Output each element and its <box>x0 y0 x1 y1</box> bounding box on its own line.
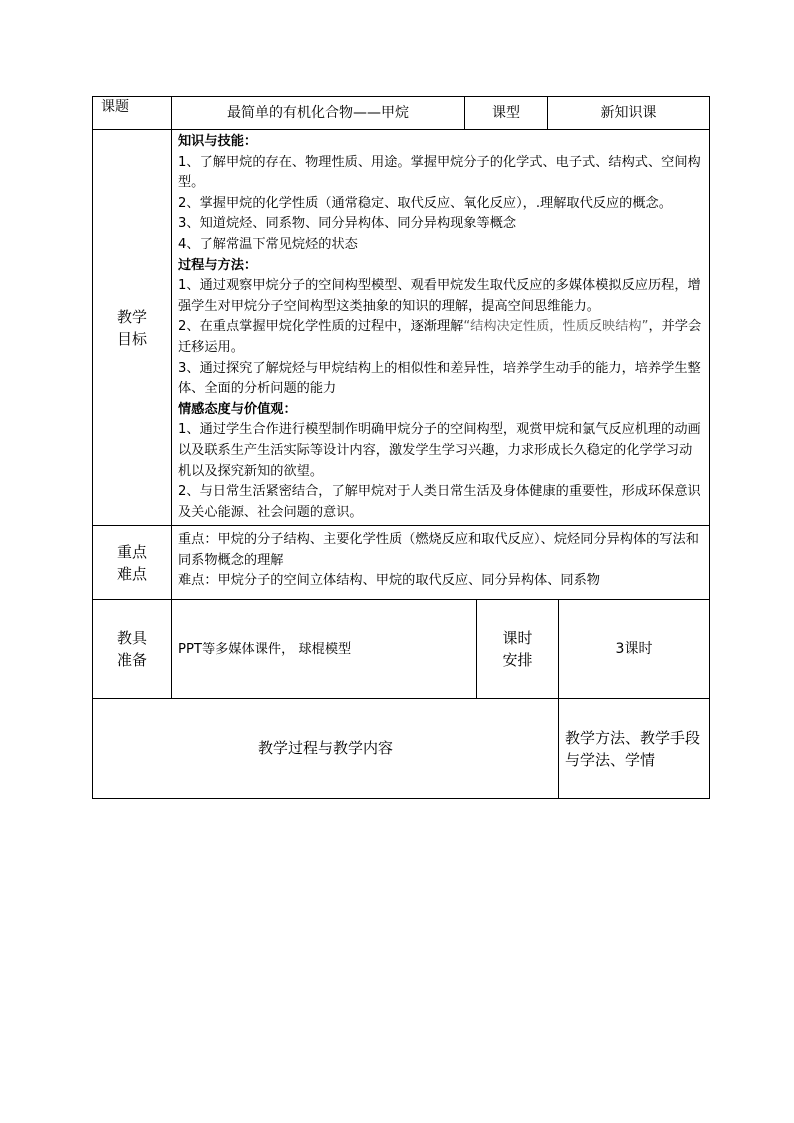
time-label-line2: 安排 <box>502 651 533 669</box>
method-title-cell: 教学方法、教学手段与学法、学情 <box>559 699 710 799</box>
attitude-item: 1、通过学生合作进行模型制作明确甲烷分子的空间构型，观赏甲烷和氯气反应机理的动画以及联系生产生活实际等设计内容，激发学生学习兴趣，力求形成长久稳定的化学学习动机以及探究新知的欲望。 <box>178 422 701 479</box>
process-item2-quote: “结构决定性质，性质反映结构” <box>463 319 649 335</box>
knowledge-item: 1、了解甲烷的存在、物理性质、用途。掌握甲烷分子的化学式、电子式、结构式、空间构型。 <box>178 154 701 191</box>
key-label <box>93 526 172 600</box>
lesson-plan-table <box>92 96 710 600</box>
knowledge-item: 2、掌握甲烷的化学性质（通常稳定、取代反应、氧化反应），.理解取代反应的概念。 <box>178 195 672 211</box>
key-focus: 重点：甲烷的分子结构、主要化学性质（燃烧反应和取代反应）、烷烃同分异构体的写法和同系物概念的理解 <box>178 532 699 568</box>
knowledge-title: 知识与技能： <box>178 134 258 149</box>
process-item: 1、通过观察甲烷分子的空间构型模型、观看甲烷发生取代反应的多媒体模拟反应历程，增强学生对甲烷分子空间构型这类抽象的知识的理解，提高空间思维能力。 <box>178 278 701 314</box>
process-item <box>178 317 705 358</box>
key-difficulty: 难点：甲烷分子的空间立体结构、甲烷的取代反应、同分异构体、同系物 <box>178 573 600 589</box>
topic-value: 最简单的有机化合物——甲烷 <box>172 97 465 130</box>
key-row <box>93 526 710 600</box>
process-row <box>93 699 710 799</box>
attitude-item: 2、与日常生活紧密结合，了解甲烷对于人类日常生活及身体健康的重要性，形成环保意识及关心能源、社会问题的意识。 <box>178 484 701 520</box>
key-label-line2: 难点 <box>116 564 147 583</box>
knowledge-item: 4、了解常温下常见烷烃的状态 <box>178 236 358 252</box>
tools-label-line1: 教具 <box>116 629 147 647</box>
process-item2-before: 2、在重点掌握甲烷化学性质的过程中，逐渐理解 <box>178 319 464 335</box>
time-value: 3课时 <box>559 600 710 699</box>
goals-content <box>172 130 710 526</box>
goals-label <box>93 130 172 526</box>
tools-label <box>93 600 172 699</box>
attitude-title: 情感态度与价值观： <box>178 401 297 417</box>
key-label-line1: 重点 <box>116 542 147 561</box>
process-item2-after: ，并学会迁移运用。 <box>178 319 702 355</box>
knowledge-item: 3、知道烷烃、同系物、同分异构体、同分异构现象等概念 <box>178 216 517 232</box>
goals-label-line2: 目标 <box>116 329 147 348</box>
tools-row <box>93 600 710 699</box>
tools-value: PPT等多媒体课件， 球棍模型 <box>172 600 477 699</box>
topic-label: 课题 <box>93 97 172 130</box>
goals-row <box>93 130 710 526</box>
process-title: 过程与方法： <box>178 257 258 273</box>
topic-row <box>93 97 710 130</box>
key-content <box>172 526 710 600</box>
time-label-line1: 课时 <box>502 629 533 647</box>
type-value: 新知识课 <box>548 97 710 130</box>
time-label <box>477 600 559 699</box>
process-item: 3、通过探究了解烷烃与甲烷结构上的相似性和差异性，培养学生动手的能力，培养学生整体、全面的分析问题的能力 <box>178 360 701 397</box>
type-label: 课型 <box>465 97 548 130</box>
lesson-plan-table-lower <box>92 599 710 799</box>
goals-label-line1: 教学 <box>116 307 147 326</box>
tools-label-line2: 准备 <box>116 651 147 669</box>
process-title-cell: 教学过程与教学内容 <box>93 699 559 799</box>
